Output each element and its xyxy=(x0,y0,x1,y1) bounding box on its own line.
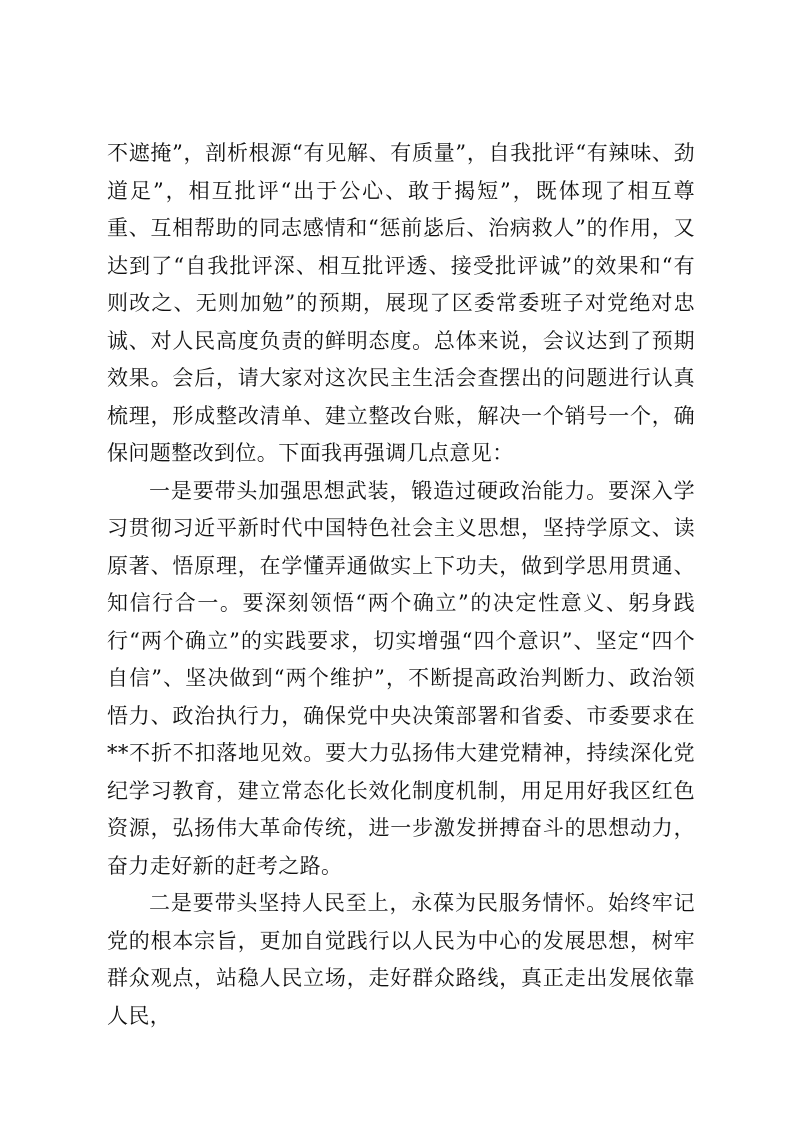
paragraph-point-one: 一是要带头加强思想武装，锻造过硬政治能力。要深入学习贯彻习近平新时代中国特色社会主义思想，坚持学原文、读原著、悟原理，在学懂弄通做实上下功夫，做到学思用贯通、知信行合一。要深刻领悟“两个确立”的决定性意义、躬身践行“两个确立”的实践要求，切实增强“四个意识”、坚定“四个自信”、坚决做到“两个维护”，不断提高政治判断力、政治领悟力、政治执行力，确保党中央决策部署和省委、市委要求在**不折不扣落地见效。要大力弘扬伟大建党精神，持续深化党纪学习教育，建立常态化长效化制度机制，用足用好我区红色资源，弘扬伟大革命传统，进一步激发拼搏奋斗的思想动力，奋力走好新的赶考之路。 xyxy=(107,478,695,878)
document-body xyxy=(107,135,695,1035)
paragraph-continuation: 不遮掩”，剖析根源“有见解、有质量”，自我批评“有辣味、劲道足”，相互批评“出于公心、敢于揭短”，既体现了相互尊重、互相帮助的同志感情和“惩前毖后、治病救人”的作用，又达到了“自我批评深、相互批评透、接受批评诚”的效果和“有则改之、无则加勉”的预期，展现了区委常委班子对党绝对忠诚、对人民高度负责的鲜明态度。总体来说，会议达到了预期效果。会后，请大家对这次民主生活会查摆出的问题进行认真梳理，形成整改清单、建立整改台账，解决一个销号一个，确保问题整改到位。下面我再强调几点意见： xyxy=(107,141,695,465)
paragraph-point-two: 二是要带头坚持人民至上，永葆为民服务情怀。始终牢记党的根本宗旨，更加自觉践行以人民为中心的发展思想，树牢群众观点，站稳人民立场，走好群众路线，真正走出发展依靠人民， xyxy=(107,891,695,1028)
